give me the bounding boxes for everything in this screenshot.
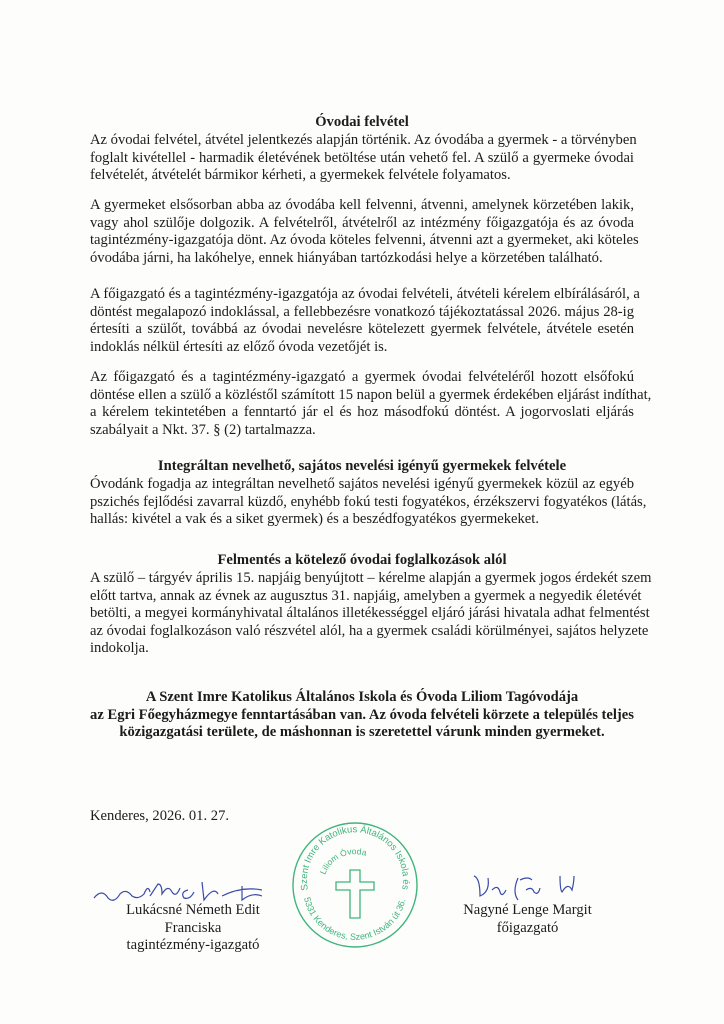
text-line: tagintézmény-igazgatója dönt. Az óvoda köteles felvenni, átvenni azt a gyermeket, aki köteles <box>90 232 639 248</box>
signatory-name: Nagyné Lenge Margit <box>463 902 592 918</box>
text-line: az Egri Főegyházmegye fenntartásában van. Az óvoda felvételi körzete a település teljes <box>90 706 634 723</box>
text-line: betölti, a megyei kormányhivatal általános illetékességgel eljáró járási hivatala adhat felmentést <box>90 605 650 621</box>
text-line: Óvodánk fogadja az integráltan nevelhető sajátos nevelési igényű gyermekek közül az egyéb <box>90 476 634 492</box>
text-line: az óvodai foglalkozáson való részvétel alól, ha a gyermek családi körülményei, sajátos helyzete <box>90 622 649 639</box>
text-line: felvételét, átvételét bármikor kérheti, a gyermekek felvétele folyamatos. <box>90 167 511 183</box>
signature-right <box>440 902 615 937</box>
text-line: Az óvodai felvétel, átvétel jelentkezés alapján történik. Az óvodába a gyermek - a törvényben <box>90 132 637 148</box>
text-line: foglalt kivétellel - harmadik életévének betöltése után vehető fel. A szülő a gyermeke óvodai <box>90 149 634 166</box>
text-line: előtt tartva, annak az évnek az augusztus 31. napjáig, amelyben a gyermek a negyedik életévét <box>90 587 642 604</box>
svg-text:Szent Imre Katolikus Általános: Szent Imre Katolikus Általános Iskola és <box>298 824 412 892</box>
signatory-title: tagintézmény-igazgató <box>126 937 260 953</box>
text-line: szabályait a Nkt. 37. § (2) tartalmazza. <box>90 421 316 438</box>
text-line: döntést megalapozó indoklással, a fellebbezésre vonatkozó tájékoztatással 2026. május 28-ig <box>90 303 634 320</box>
signatory-name: Lukácsné Németh Edit Franciska <box>126 902 260 936</box>
section-title-ovodai-felvetel: Óvodai felvétel <box>315 114 409 130</box>
paragraph-appeal <box>90 369 652 439</box>
text-line: pszichés fejlődési zavarral küzdő, enyhébb fokú testi fogyatékos, érzékszervi fogyatékos (látás, <box>90 493 647 510</box>
text-line: hallás: kivétel a vak és a siket gyermek) és a beszédfogyatékos gyermekeket. <box>90 511 539 527</box>
text-line: A Szent Imre Katolikus Általános Iskola és Óvoda Liliom Tagóvodája <box>145 689 579 705</box>
text-line: A szülő – tárgyév április 15. napjáig benyújtott – kérelme alapján a gyermek jogos érdekét szem <box>90 570 652 586</box>
text-line: indokolja. <box>90 640 149 656</box>
text-line: a kérelem tekintetében a fenntartó jár el és hoz másodfokú döntést. A jogorvoslati eljárás <box>90 404 634 420</box>
signature-right-handwriting <box>470 870 620 906</box>
section-title-integrated: Integráltan nevelhető, sajátos nevelési igényű gyermekek felvétele <box>157 458 567 474</box>
text-line: döntése ellen a szülő a közléstől számított 15 napon belül a gyermek érdekében eljárást indíthat, <box>90 386 652 403</box>
text-line: óvodába járni, ha lakóhelye, ennek hiányában tartózkodási helye a körzetében található. <box>90 249 603 266</box>
text-line: A főigazgató és a tagintézmény-igazgatója az óvodai felvételi, átvételi kérelem elbírálásáról, a <box>90 286 640 302</box>
paragraph-exemption <box>90 570 652 658</box>
text-line: közigazgatási területe, de máshonnan is szeretettel várunk minden gyermeket. <box>119 724 605 740</box>
signatory-title: főigazgató <box>496 919 559 936</box>
paragraph-district <box>90 197 639 267</box>
text-line: értesíti a szülőt, továbbá az óvodai nevelésre kötelezett gyermek felvétele, átvétele esetén <box>90 321 634 337</box>
svg-text:5331 Kenderes, Szent István út: 5331 Kenderes, Szent István út 36. <box>301 896 408 942</box>
paragraph-integrated <box>90 476 647 529</box>
section-title-exemption: Felmentés a kötelező óvodai foglalkozások alól <box>217 552 507 568</box>
signature-left <box>98 902 288 955</box>
text-line: vagy ahol szülője dolgozik. A felvételről, átvételről az intézmény főigazgatója és az óvoda <box>90 214 634 231</box>
text-line: Az főigazgató és a tagintézmény-igazgató a gyermek óvodai felvételéről hozott elsőfokú <box>90 369 634 385</box>
text-line: indoklás nélkül értesíti az előző óvoda vezetőjét is. <box>90 338 388 355</box>
text-line: A gyermeket elsősorban abba az óvodába kell felvenni, átvenni, amelynek körzetében lakik, <box>90 197 634 213</box>
svg-text:Liliom Óvoda: Liliom Óvoda <box>317 846 368 876</box>
paragraph-decision <box>90 286 640 356</box>
date-place: Kenderes, 2026. 01. 27. <box>90 808 230 824</box>
institution-stamp <box>290 820 420 950</box>
paragraph-admission <box>90 132 637 185</box>
closing-statement <box>90 689 634 742</box>
